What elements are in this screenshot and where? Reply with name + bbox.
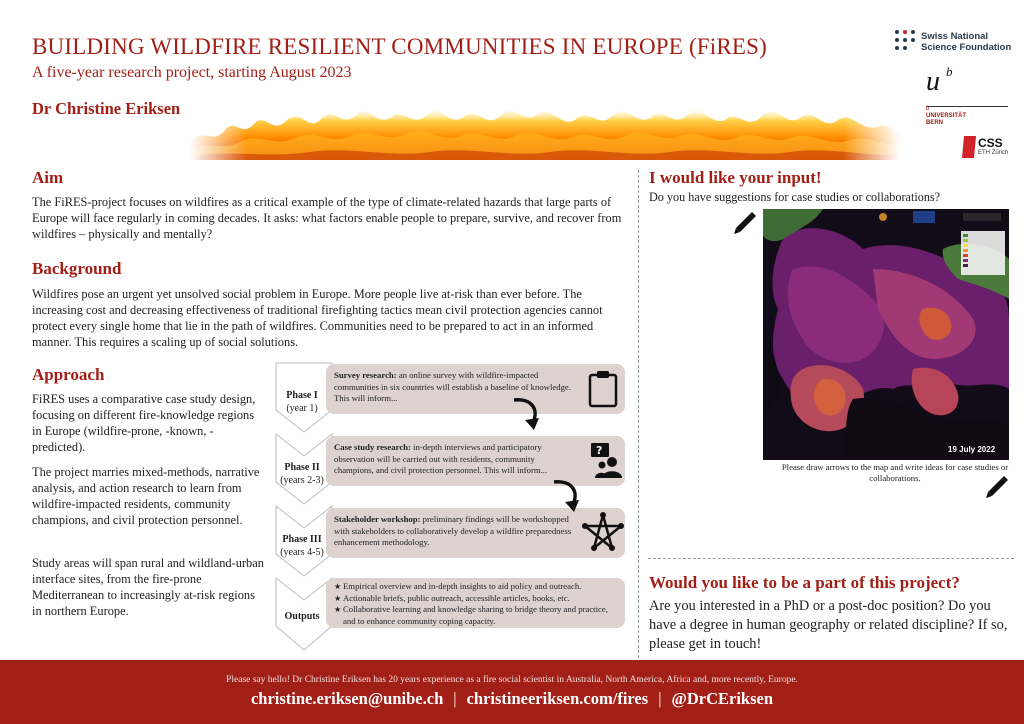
phase-2-name: Phase II: [284, 462, 320, 473]
output-item-1: ★ Empirical overview and in-depth insights to aid policy and outreach.: [334, 581, 617, 593]
unibe-b: b: [946, 64, 953, 79]
css-eth-logo: [962, 136, 1012, 162]
snf-dots-icon: [893, 28, 917, 54]
input-heading: I would like your input!: [649, 168, 822, 187]
outputs-list: [334, 581, 617, 627]
poster-subtitle: A five-year research project, starting August 2023: [32, 64, 352, 81]
footer-email-link[interactable]: christine.eriksen@unibe.ch: [250, 689, 444, 708]
phase-1-box: [326, 364, 625, 414]
outputs-box: [326, 578, 625, 628]
output-item-3: ★ Collaborative learning and knowledge sharing to bridge theory and practice, and to enhance community coping capacity.: [334, 604, 617, 627]
unibe-line1: b: [926, 106, 930, 112]
clipboard-icon: [588, 370, 618, 408]
background-text: Wildfires pose an urgent yet unsolved social problem in Europe. More people live at-risk than ever before. The increasing cost and decreasing effectiveness of traditional firefighting tactics mean civil protection agencies cannot protect every single home that lie in the path of wildfires. Communities need to be prepared to act in an informed manner. This requires a scaling up of social solutions.: [32, 287, 603, 349]
phase-1-desc: an online survey with wildfire-impacted communities in six countries will establish a baseline of knowledge. This will inform...: [334, 370, 571, 403]
europe-fire-danger-map[interactable]: [763, 209, 1009, 460]
unibe-line3: BERN: [926, 120, 944, 126]
approach-text-2: The project marries mixed-methods, narrative analysis, and action research to learn from wildfire-impacted residents, community champions, and civil protection personnel.: [32, 465, 260, 527]
unibe-line2: UNIVERSITÄT: [926, 113, 967, 119]
footer-handle-link[interactable]: @DrCEriksen: [671, 689, 774, 708]
approach-text-1: FiRES uses a comparative case study design, focusing on different fire-knowledge regions in Europe (wildfire-prone, -known, -predicted).: [32, 392, 256, 454]
phase-3-lead: Stakeholder workshop:: [334, 514, 421, 524]
phase-3-name: Phase III: [282, 534, 322, 545]
footer-note: Please say hello! Dr Christine Eriksen has 20 years experience as a fire social scientist in Australia, North America, Africa and, more recently, Europe.: [226, 675, 798, 685]
footer-website-link[interactable]: christineeriksen.com/fires: [466, 689, 649, 708]
snf-logo: [893, 28, 1018, 56]
network-star-icon: [582, 512, 624, 552]
phase-1-name: Phase I: [286, 390, 318, 401]
outputs-label: [270, 610, 334, 623]
map-date: 19 July 2022: [948, 445, 996, 454]
aim-heading: Aim: [32, 168, 64, 187]
phase-1-years: (year 1): [286, 403, 318, 414]
css-line2: ETH Zürich: [978, 150, 1009, 156]
background-heading: Background: [32, 259, 122, 278]
phase-2-years: (years 2-3): [280, 475, 324, 486]
flames-banner-image: [190, 96, 900, 160]
outputs-name: Outputs: [284, 611, 320, 622]
join-text: Are you interested in a PhD or a post-doc position? Do you have a degree in human geography or related discipline? If so, please get in touch!: [649, 598, 1008, 652]
phase-3-box: [326, 508, 625, 558]
join-heading: Would you like to be a part of this project?: [649, 573, 960, 592]
phase-2-lead: Case study research:: [334, 442, 411, 452]
css-line1: CSS: [978, 136, 1003, 150]
phase-1-label: [270, 389, 334, 415]
phase-3-desc: preliminary findings will be workshopped with stakeholders to collaboratively develop a wildfire preparedness enhancement methodology.: [334, 514, 572, 547]
unibe-rule: [926, 106, 1008, 107]
footer-contacts: [0, 689, 1024, 709]
section-divider: [648, 558, 1014, 559]
poster-title: BUILDING WILDFIRE RESILIENT COMMUNITIES IN EUROPE (FiRES): [32, 34, 768, 59]
css-mark-icon: [962, 136, 976, 158]
snf-line1: Swiss National: [921, 31, 989, 42]
phase-2-label: [270, 461, 334, 487]
footer-separator-2: |: [658, 689, 662, 708]
map-caption: Please draw arrows to the map and write ideas for case studies or collaborations.: [781, 462, 1009, 483]
phase-1-lead: Survey research:: [334, 370, 397, 380]
footer-separator-1: |: [453, 689, 457, 708]
aim-text: The FiRES-project focuses on wildfires as a critical example of the type of climate-related hazards that large parts of Europe will face regularly in coming decades. It asks: what factors enable people to prepare, survive, and recover from wildfires – physically and mentally?: [32, 195, 622, 241]
approach-text-3: Study areas will span rural and wildland-urban interface sites, from the fire-prone Mediterranean to increasingly at-risk regions in northern Europe.: [32, 556, 264, 618]
phase-3-label: [270, 533, 334, 559]
phase-2-desc: in-depth interviews and participatory observation will be carried out with residents, community champions, and civil protection personnel. This will inform...: [334, 442, 548, 475]
column-divider: [638, 170, 639, 658]
phase-3-text: [334, 514, 574, 549]
phase-2-text: [334, 442, 574, 477]
unibe-logo: [926, 66, 1008, 130]
approach-heading: Approach: [32, 365, 105, 384]
pencil-icon: [732, 210, 758, 236]
input-question: Do you have suggestions for case studies or collaborations?: [649, 190, 941, 204]
output-item-2: ★ Actionable briefs, public outreach, accessible articles, books, etc.: [334, 593, 617, 605]
question-people-icon: [590, 442, 624, 480]
poster-author: Dr Christine Eriksen: [32, 99, 181, 118]
curved-arrow-icon-2: [552, 478, 584, 514]
unibe-u: u: [926, 66, 940, 97]
curved-arrow-icon: [512, 396, 544, 432]
pencil-icon-2: [984, 474, 1010, 500]
snf-line2: Science Foundation: [921, 42, 1012, 53]
svg-text:?: ?: [596, 444, 603, 457]
phase-3-years: (years 4-5): [280, 547, 324, 558]
